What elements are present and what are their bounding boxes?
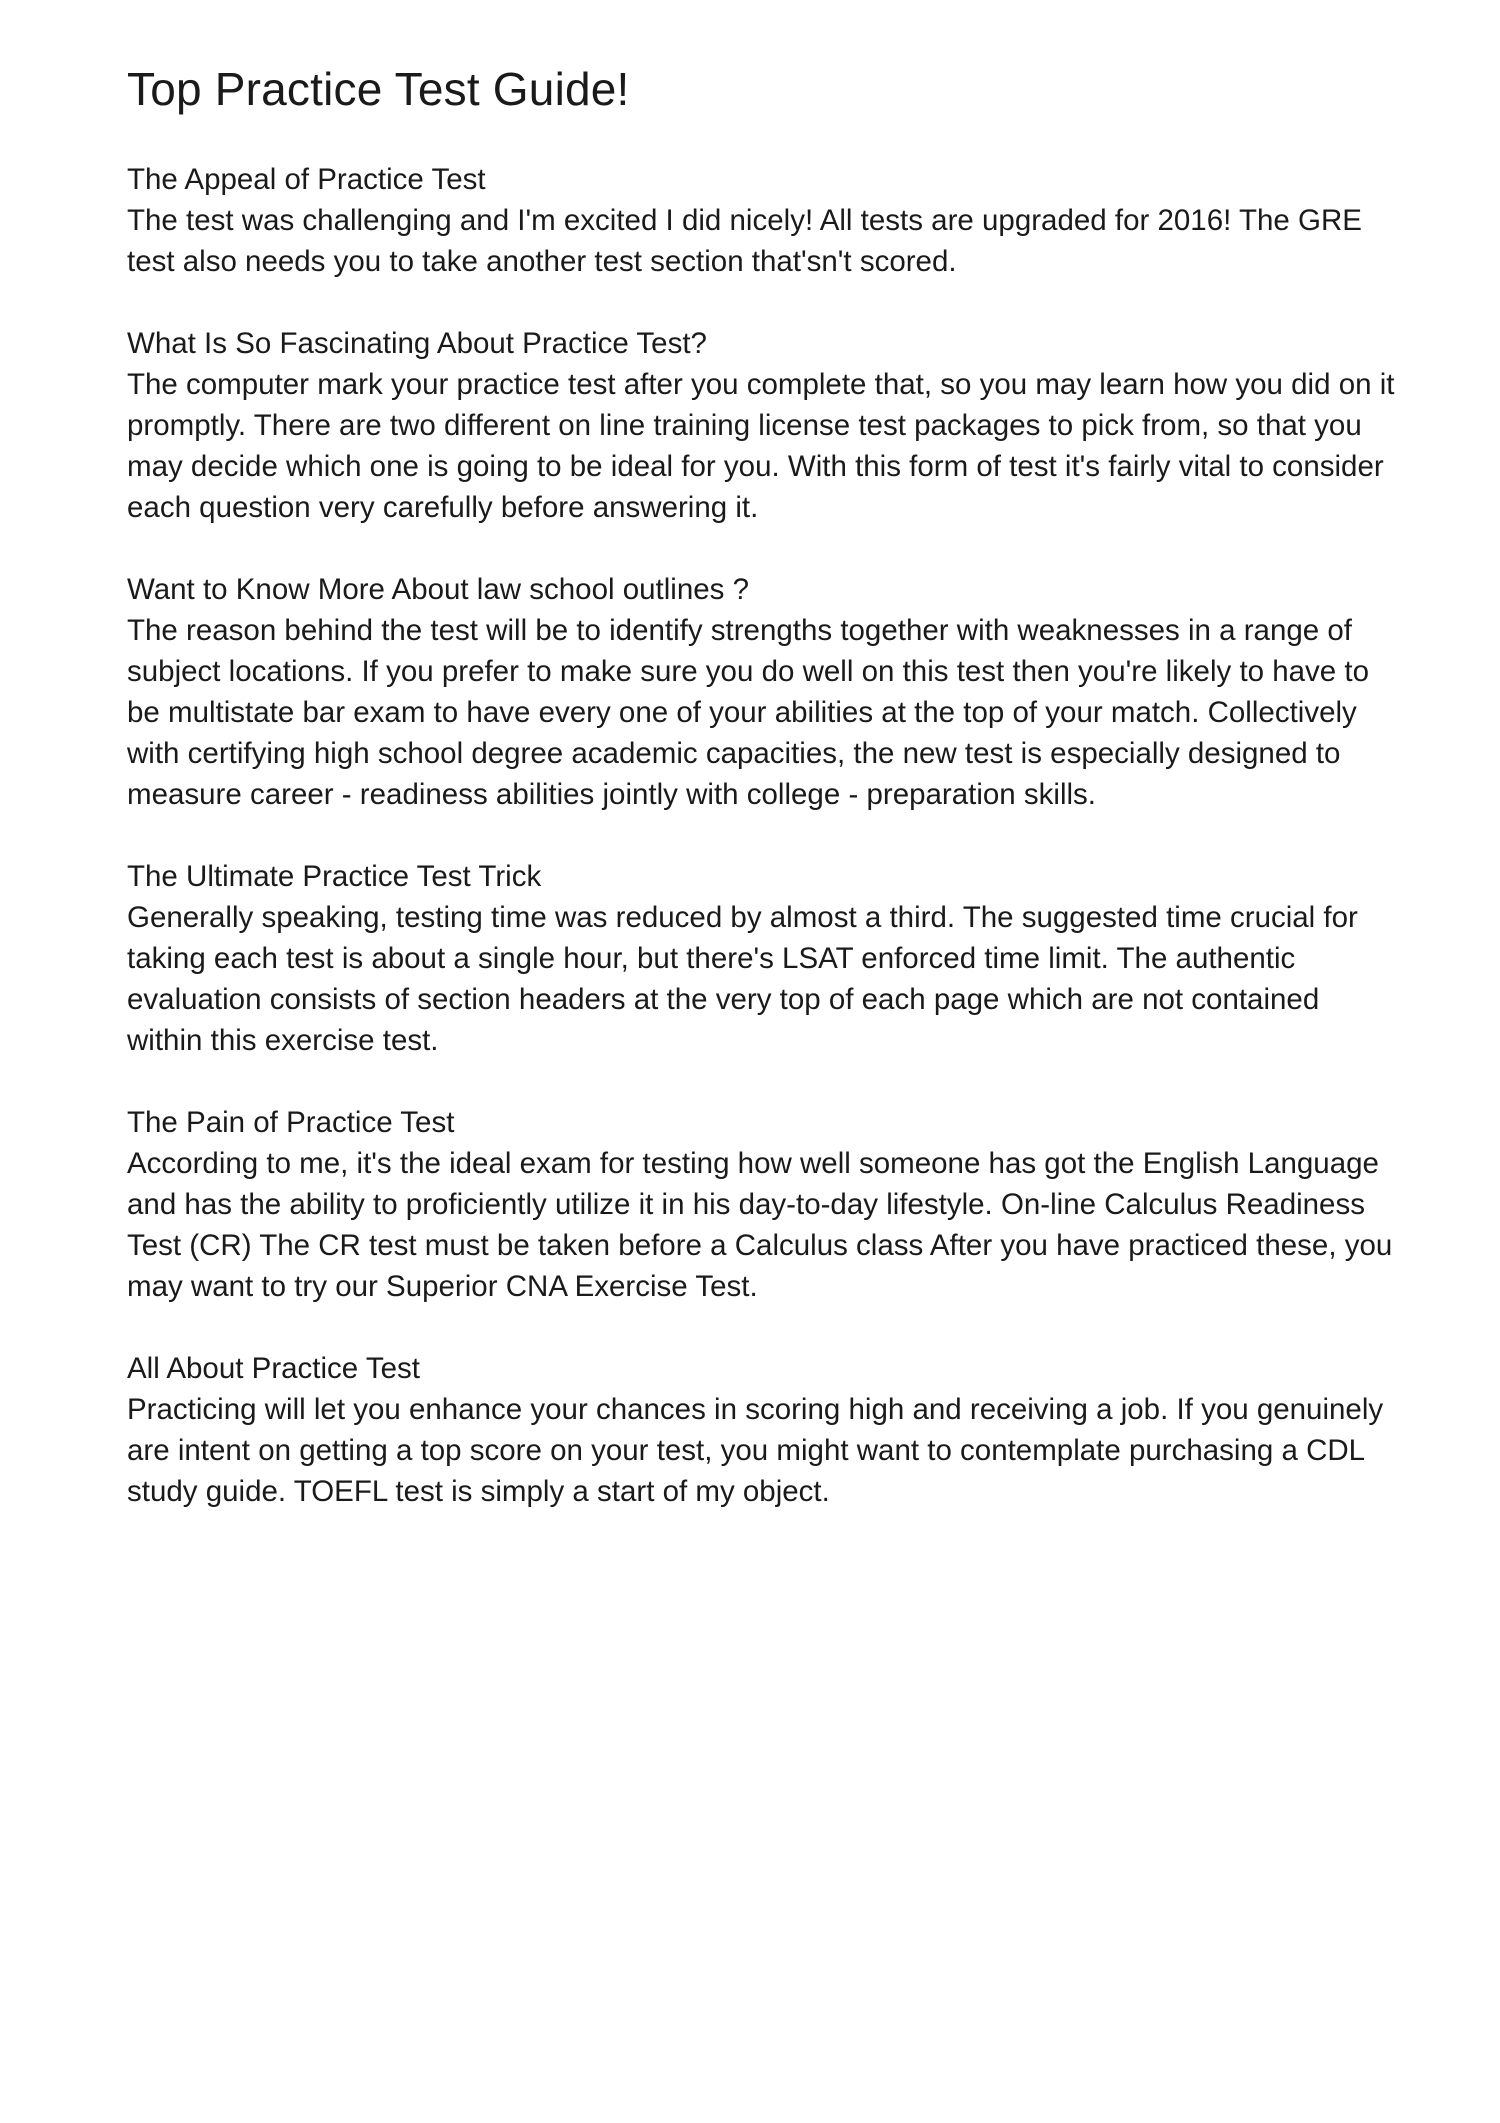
document-title: Top Practice Test Guide! xyxy=(127,63,630,115)
section-heading: What Is So Fascinating About Practice Test? xyxy=(127,327,707,361)
section-ultimate-trick xyxy=(127,856,1397,1061)
section-body: Practicing will let you enhance your chances in scoring high and receiving a job. If you genuinely are intent on getting a top score on your test, you might want to contemplate purchasing a CDL study guide. TOEFL test is simply a start of my object. xyxy=(127,1393,1384,1509)
section-appeal xyxy=(127,159,1397,282)
section-fascinating xyxy=(127,323,1397,528)
section-body: Generally speaking, testing time was reduced by almost a third. The suggested time crucial for taking each test is about a single hour, but there's LSAT enforced time limit. The authentic evaluation consists of section headers at the very top of each page which are not contained within this exercise test. xyxy=(127,901,1358,1058)
section-heading: The Appeal of Practice Test xyxy=(127,163,486,197)
section-heading: All About Practice Test xyxy=(127,1352,420,1386)
section-pain xyxy=(127,1102,1397,1307)
document-page xyxy=(127,62,1397,1553)
section-all-about xyxy=(127,1348,1397,1512)
section-body: The test was challenging and I'm excited I did nicely! All tests are upgraded for 2016! The GRE test also needs you to take another test section that'sn't scored. xyxy=(127,204,1362,279)
section-heading: The Ultimate Practice Test Trick xyxy=(127,860,542,894)
section-body: The reason behind the test will be to identify strengths together with weaknesses in a range of subject locations. If you prefer to make sure you do well on this test then you're likely to have to be multistate bar exam to have every one of your abilities at the top of your match. Collectively with certifying high school degree academic capacities, the new test is especially designed to measure career - readiness abilities jointly with college - preparation skills. xyxy=(127,614,1370,812)
section-law-school xyxy=(127,569,1397,815)
section-body: According to me, it's the ideal exam for testing how well someone has got the English Language and has the ability to proficiently utilize it in his day-to-day lifestyle. On-line Calculus Readiness Test (CR) The CR test must be taken before a Calculus class After you have practiced these, you may want to try our Superior CNA Exercise Test. xyxy=(127,1147,1393,1304)
section-heading: Want to Know More About law school outlines ? xyxy=(127,573,750,607)
section-heading: The Pain of Practice Test xyxy=(127,1106,455,1140)
section-body: The computer mark your practice test after you complete that, so you may learn how you did on it promptly. There are two different on line training license test packages to pick from, so that you may decide which one is going to be ideal for you. With this form of test it's fairly vital to consider each question very carefully before answering it. xyxy=(127,368,1395,525)
